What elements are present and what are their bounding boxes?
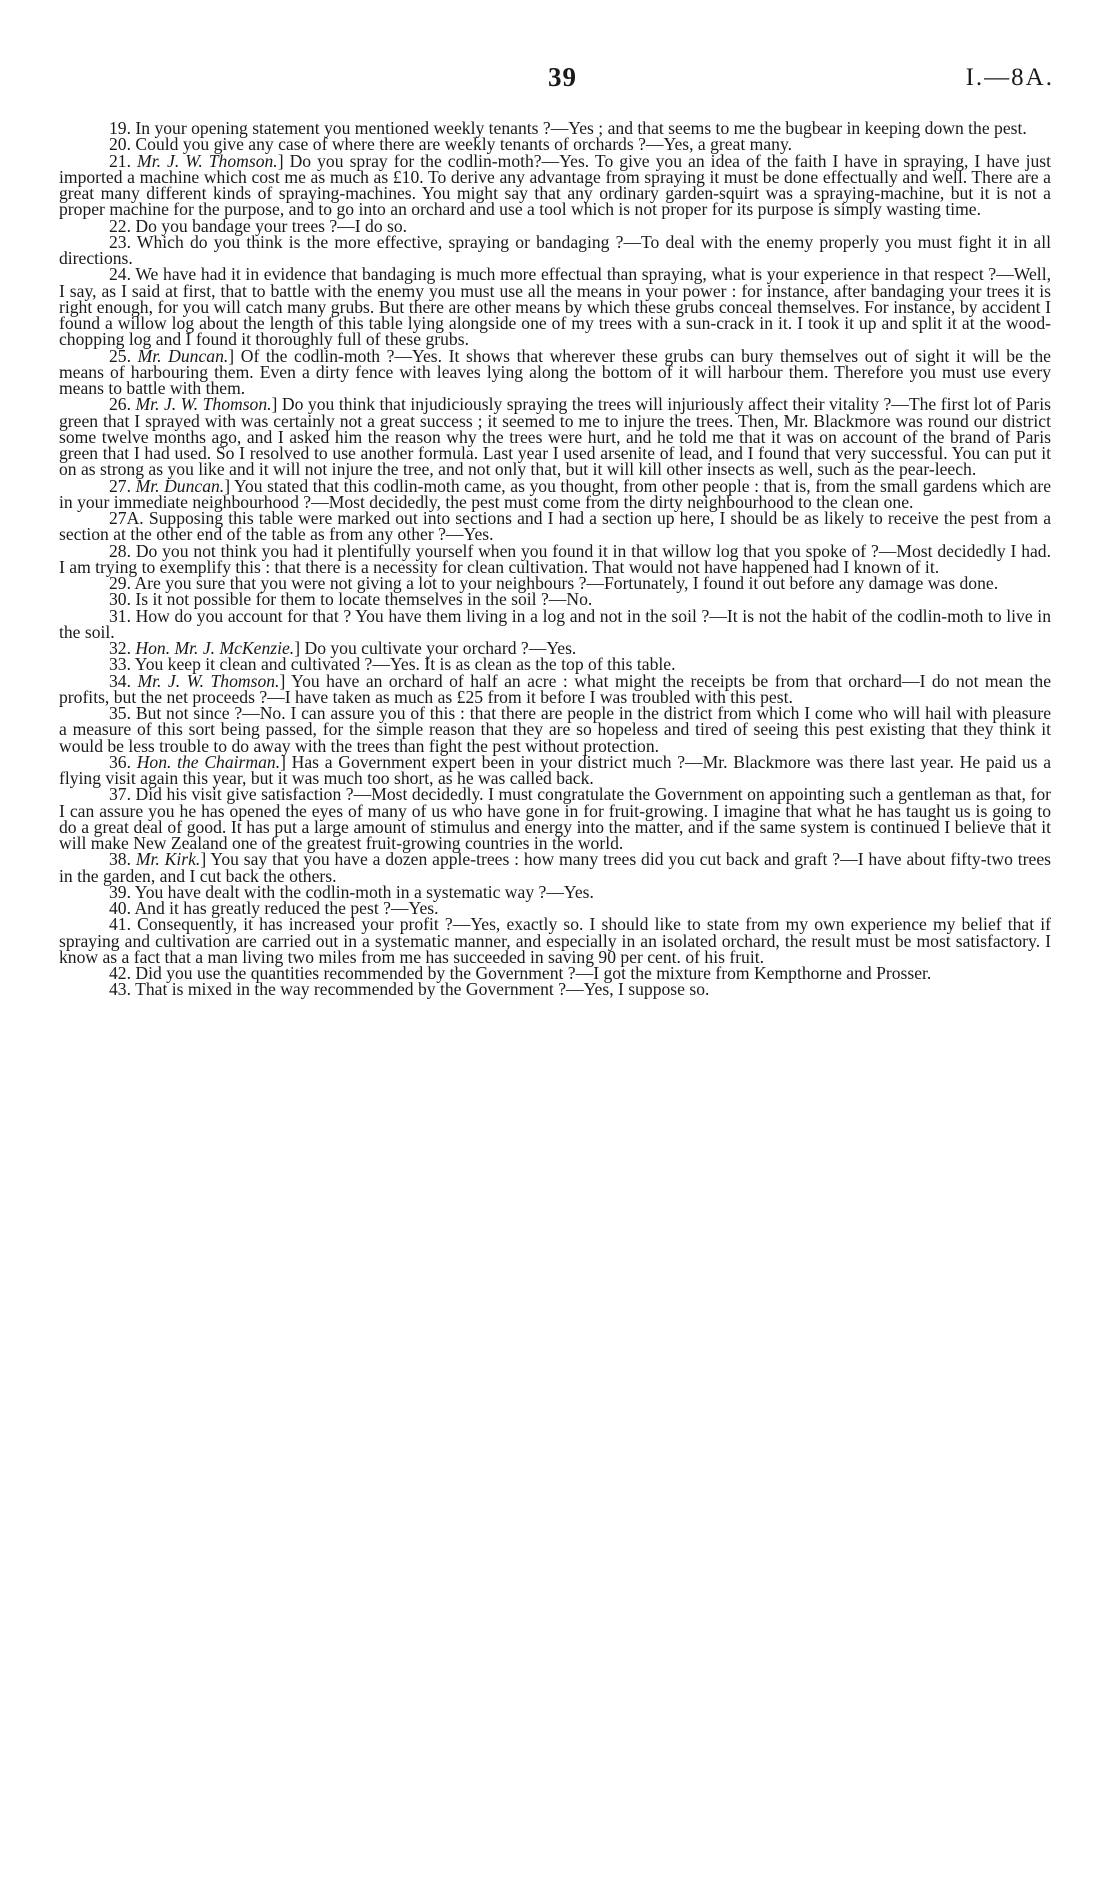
question-paragraph (59, 851, 1051, 884)
speaker-bracket: ] (224, 475, 234, 496)
question-number: 39. (109, 881, 131, 902)
paragraph-text: And it has greatly reduced the pest ?—Yes. (134, 898, 439, 918)
question-paragraph (59, 264, 1051, 350)
paragraph-text: Has a Government expert been in your district much ?—Mr. Blackmore was there last year. He paid us a flying visit again this year, but it was much too short, as he was called back. (59, 751, 1052, 788)
question-number: 41. (109, 914, 131, 935)
document-body (59, 120, 1051, 998)
paragraph-text: You stated that this codlin-moth came, as you thought, from other people : that is, from the small gardens which are in your immediate neighbourhood ?—Most decidedly, the pest must come from the dirty neighbourhood to the clean one. (59, 475, 1052, 512)
question-number: 28. (109, 540, 131, 561)
paragraph-text: Of the codlin-moth ?—Yes. It shows that wherever these grubs can bury themselves out of sight it will be the means of harbouring them. Even a dirty fence with leaves lying along the bottom of it will harbour them. Therefore you must use every means to battle with them. (59, 345, 1051, 398)
question-paragraph (59, 670, 1052, 707)
speaker-bracket: ] (279, 670, 292, 691)
paragraph-text: In your opening statement you mentioned weekly tenants ?—Yes ; and that seems to me the bugbear in keeping down the pest. (135, 118, 1027, 138)
question-paragraph (59, 475, 1052, 512)
speaker-name: Mr. Duncan. (135, 475, 225, 496)
question-paragraph (59, 345, 1051, 398)
question-paragraph (59, 751, 1052, 788)
question-paragraph (59, 705, 1051, 754)
speaker-name: Mr. Kirk. (135, 849, 201, 870)
question-paragraph (59, 605, 1051, 642)
question-number: 29. (109, 573, 131, 593)
speaker-name: Mr. Duncan. (137, 345, 229, 366)
question-number: 21. (109, 150, 131, 171)
paragraph-text: You say that you have a dozen apple-trees : how many trees did you cut back and graft ?—I have about fifty-two trees in the garden, and I cut back the others. (59, 849, 1051, 886)
question-paragraph (59, 394, 1052, 480)
speaker-bracket: ] (200, 849, 211, 870)
question-number: 27A. (109, 508, 144, 528)
speaker-bracket: ] (294, 638, 305, 658)
paragraph-text: Do you bandage your trees ?—I do so. (135, 215, 408, 236)
speaker-name: Hon. Mr. J. McKenzie. (135, 638, 295, 658)
paragraph-text: You have dealt with the codlin-moth in a systematic way ?—Yes. (134, 881, 594, 902)
paragraph-text: Do you not think you had it plentifully yourself when you found it in that willow log that you spoke of ?—Most decidedly I had. I am trying to exemplify this : that there is a necessity for clean cultivation. That would not have happened had I known of it. (59, 540, 1052, 577)
question-number: 36. (109, 751, 131, 772)
question-number: 43. (109, 979, 131, 1000)
paragraph-text: Are you sure that you were not giving a lot to your neighbours ?—Fortunately, I found it out before any damage was done. (134, 573, 999, 593)
paragraph-text: Did you use the quantities recommended by the Government ?—I got the mixture from Kempthorne and Prosser. (135, 963, 932, 983)
question-number: 35. (109, 703, 131, 723)
paragraph-text: That is mixed in the way recommended by the Government ?—Yes, I suppose so. (135, 979, 710, 1000)
question-number: 40. (109, 898, 131, 918)
question-number: 31. (109, 605, 131, 626)
speaker-name: Hon. the Chairman. (136, 751, 281, 772)
question-number: 38. (109, 849, 131, 870)
question-paragraph (59, 231, 1051, 268)
paragraph-text: You keep it clean and cultivated ?—Yes. It is as clean as the top of this table. (134, 654, 676, 675)
question-number: 34. (109, 670, 131, 691)
speaker-bracket: ] (271, 394, 282, 415)
paragraph-text: Do you spray for the codlin-moth?—Yes. To give you an idea of the faith I have in spraying, I have just imported a machine which cost me as much as £10. To derive any advantage from spraying it must be done effectually and well. There are a great many different kinds of spraying-machines. You might say that any ordinary garden-squirt was a spraying-machine, but it is not a proper machine for the purpose, and to go into an orchard and use a tool which is not proper for its purpose is simply wasting time. (59, 150, 1051, 220)
question-number: 19. (109, 118, 131, 138)
question-paragraph (59, 916, 1051, 965)
question-number: 42. (109, 963, 131, 983)
question-number: 33. (109, 654, 131, 675)
paragraph-text: Do you cultivate your orchard ?—Yes. (304, 638, 577, 658)
paragraph-text: Is it not possible for them to locate themselves in the soil ?—No. (135, 589, 593, 610)
speaker-bracket: ] (228, 345, 241, 366)
speaker-name: Mr. J. W. Thomson. (137, 670, 280, 691)
paragraph-text: How do you account for that ? You have them living in a log and not in the soil ?—It is not the habit of the codlin-moth to live in the soil. (59, 605, 1051, 642)
paragraph-text: Which do you think is the more effective, spraying or bandaging ?—To deal with the enemy properly you must fight it in all directions. (59, 231, 1051, 268)
paragraph-text: Could you give any case of where there are weekly tenants of orchards ?—Yes, a great many. (135, 134, 793, 155)
question-number: 37. (109, 784, 131, 805)
paragraph-text: We have had it in evidence that bandaging is much more effectual than spraying, what is your experience in that respect ?—Well, I say, as I said at first, that to battle with the enemy you must use all the means in your power : for instance, after bandaging your trees it is right enough, for you will catch many grubs. But there are other means by which these grubs conceal themselves. For instance, by accident I found a willow log about the length of this table lying alongside one of my trees with a sun-crack in it. I took it up and split it at the wood-chopping log and I found it thoroughly full of these grubs. (59, 264, 1051, 350)
question-number: 23. (109, 231, 131, 252)
question-number: 26. (109, 394, 131, 415)
question-paragraph (59, 510, 1051, 543)
paragraph-text: But not since ?—No. I can assure you of this : that there are people in the district from which I come who will hail with pleasure a measure of this sort being passed, for the simple reason that they are so hopeless and tired of seeing this pest existing that they think it would be less trouble to do away with the trees than fight the pest without protection. (59, 703, 1051, 756)
speaker-name: Mr. J. W. Thomson. (135, 394, 272, 415)
question-number: 20. (109, 134, 131, 155)
question-number: 27. (109, 475, 131, 496)
paragraph-text: Do you think that injudiciously spraying the trees will injuriously affect their vitality ?—The first lot of Paris green that I sprayed with was certainly not a great success ; it seemed to me to injure the trees. Then, Mr. Blackmore was round our district some twelve months ago, and I asked him the reason why the trees were hurt, and he told me that it was on account of the brand of Paris green that I had used. So I resolved to use another formula. Last year I used arsenite of lead, and I found that very successful. You can put it on as strong as you like and it will not injure the tree, and not only that, but it will kill other insects as well, such as the pear-leech. (59, 394, 1052, 480)
paragraph-text: Did his visit give satisfaction ?—Most decidedly. I must congratulate the Government on appointing such a gentleman as that, for I can assure you he has opened the eyes of many of us who have gone in for fruit-growing. I imagine that what he has taught us is going to do a great deal of good. It has put a large amount of stimulus and energy into the matter, and if the same system is continued I believe that it will make New Zealand one of the greatest fruit-growing countries in the world. (59, 784, 1051, 853)
question-number: 24. (109, 264, 131, 285)
page-reference: I.—8A. (965, 64, 1054, 91)
speaker-bracket: ] (277, 150, 290, 171)
question-paragraph (59, 786, 1051, 851)
paragraph-text: Supposing this table were marked out into sections and I had a section up here, I should be as likely to receive the pest from a section at the other end of the table as from any other ?—Yes. (59, 508, 1051, 545)
question-number: 25. (109, 345, 131, 366)
question-paragraph (59, 150, 1051, 220)
question-number: 30. (109, 589, 131, 610)
page-number: 39 (548, 62, 577, 92)
paragraph-text: You have an orchard of half an acre : what might the receipts be from that orchard—I do not mean the profits, but the net proceeds ?—I have taken as much as £25 from it before I was troubled with this pest. (59, 670, 1052, 707)
question-paragraph (59, 540, 1052, 577)
question-number: 22. (109, 215, 131, 236)
speaker-name: Mr. J. W. Thomson. (137, 150, 278, 171)
question-number: 32. (109, 638, 131, 658)
question-paragraph (59, 979, 1051, 1000)
paragraph-text: Consequently, it has increased your profit ?—Yes, exactly so. I should like to state from my own experience my belief that if spraying and cultivation are carried out in a systematic manner, and especially in an isolated orchard, the result must be most satisfactory. I know as a fact that a man living two miles from me has succeeded in saving 90 per cent. of his fruit. (59, 914, 1051, 967)
speaker-bracket: ] (280, 751, 292, 772)
